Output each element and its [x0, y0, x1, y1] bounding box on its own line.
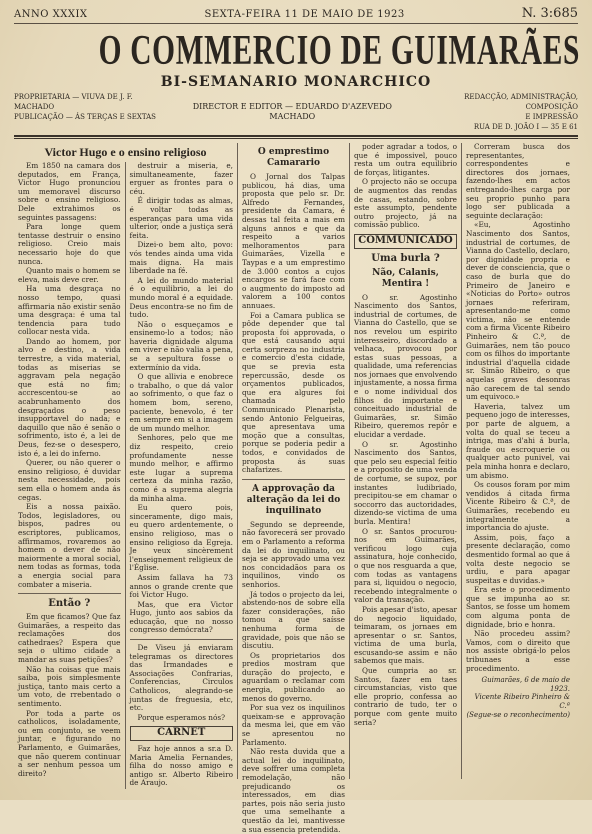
paragraph: Segundo se depreende, não favorecerá ser provado em o Parlamento a reforma da lei do inquilinato, ou seja se approvado uma vez nos concidadãos para os inquilinos, vindo os senhorios.: [242, 519, 345, 589]
year-label: ANNO XXXIX: [14, 9, 88, 20]
paragraph: «Eu, Agostinho Nascimento dos Santos, industrial de cortumes, de Vianna do Castello, declaro, por dignidade propria e dever de consciencia, que o caso de burla que do Primeiro de Janeiro e «Noticias do Porto» outros jornaes referiram, apresentando-me como victima, não se entende com a firma Vicente Ribeiro Pinheiro & C.ª, de Guimarães, nem tão pouco com os filhos do importante industrial d'aquella cidade sr. Simão Ribeiro, o que aquelas graves desonras não carecem de tal sendo um equivoco.»: [466, 220, 570, 402]
paragraph: A lei do mundo material é o equilibrio, a lei do mundo moral é a equidade. Deus encontra-se no fim de tudo.: [129, 275, 233, 320]
paragraph: Quanto mais o homem se eleva, mais deve crer.: [18, 266, 121, 284]
dateline: Guimarães, 6 de maio de 1923.: [481, 676, 570, 693]
paragraph: Não ha coisas que mais saiba, pois simplesmente justiça, tanto mais certo a um voto, de rrebentado o sentimento.: [18, 664, 121, 709]
paragraph: Dizei-o bem alto, povo: vós tendes ainda uma vida mais digna. Ha mais liberdade na fé.: [129, 240, 233, 276]
address-line: RUA DE D. JOÃO I — 35 E 61: [473, 123, 578, 131]
paragraph: O sr. Agostinho Nascimento dos Santos, que pelo seu especial feitio e a proposito de uma venda de cortume, se supoz, por instantes ludibriado, precipitou-se em chamar o soccorro das auctoridades, dizendo-se victima de uma burla. Mentira!: [354, 439, 457, 526]
paragraph: Assim fallava ha 73 annos o grande crente que foi Victor Hugo.: [129, 572, 233, 600]
paragraph: Os cousos foram por mim vendidos á citada firma Vicente Ribeiro & C.ª, de Guimarães, recebendo eu integralmente a importancia do ajuste.: [466, 480, 570, 533]
paragraph: O projecto não se occupa de augmentos das rendas de casas, estando, sobre este assumpto, pendente outro projecto, já na comissão publico.: [354, 177, 457, 230]
admin-line-1: REDACÇÃO, ADMINISTRAÇÃO, COMPOSIÇÃO: [464, 93, 578, 111]
article-heading-inquilinato: A approvação da alteração da lei do inquilinato: [246, 483, 341, 516]
column-1: [14, 162, 126, 789]
carnet-heading: CARNET: [130, 726, 234, 741]
paragraph: O Jornal dos Talpas publicou, há dias, uma proposta que pelo sr. Dr. Alfredo Fernandes, presidente da Camara, é dessas tal feita a mais em alguns annos e que da respeito a varios melhoramentos para Guimarães, Vizella e Taypas e a um emprestimo de 3.000 contos a cujos encargos se fará face com o augmento do imposto ad valorem a 100 contos annuaes.: [242, 172, 345, 310]
paragraph: Querer, ou não querer o ensino religioso, é duvidar nesta necessidade, pois sem ella o homem anda ás cegas.: [18, 458, 121, 502]
paragraph: Era este o procedimento que se impunha ao sr. Santos, se fosse um homem com alguma ponta de dignidade, brio e honra.: [466, 585, 570, 629]
paragraph: Foi a Camara publica se pôde depender que tal proposta foi approvada, o que está causando aqui certa sorpreza no industria e comercio d'esta cidade, que se previa esta repercussão, desde os orçamentos publicados, que era algures foi chamada pelo Communicado Plenarista, sendo Antonio Felgueiras, que apresentava uma moção que a consultas, porque se poderia pedir a todos, e convidados de proposta ás suas chafarizes.: [242, 310, 345, 475]
article-heading-burla: Uma burla ?: [371, 252, 440, 264]
column-2: [126, 162, 238, 789]
lead-article-columns: [14, 162, 237, 789]
paragraph: Não resta duvida que a actual lei do inquilinato, deve soffrer uma completa remodelação, não prejudicando os interessados, em dias partes, pois não seria justo que uma semelhante a questão da lei, mantivesse a sua essencia pretendida.: [242, 747, 345, 834]
divider: [130, 639, 234, 640]
paragraph: Faz hoje annos a sr.a D. Maria Amelia Fernandes, filha do nosso amigo e antigo sr. Alberto Ribeiro de Araujo.: [129, 744, 233, 788]
paragraph: Por toda a parte os catholicos, isoladamente, ou em conjunto, se veem juntar, e figurando no Parlamento, e Guimarães, que não querem continuar a ser nenhum pessoa um direito?: [18, 708, 121, 778]
paragraph: Mas, que era Victor Hugo, junto aos sabios da educação, que no nosso congresso demócrata?: [129, 599, 233, 635]
owner-line: PROPRIETARIA — VIUVA DE J. F. MACHADO: [14, 93, 133, 111]
paragraph: Assim, pois, faço a presente declaração, como desmentido formal ao que á volta deste negocio se urdiu, e para apagar suspeitas e duvidas.»: [466, 532, 570, 585]
masthead-title: O COMMERCIO DE GUIMARÃES: [98, 28, 581, 74]
paragraph: O que allivia e enobrece o trabalho, o que dá valor ao sofrimento, o que faz o homem bom, sereno, paciente, benevolo, é ter em sempre em si a imagem de um mundo melhor.: [129, 372, 233, 433]
paragraph: destruir a miseria, e, simultaneamente, fazer erguer as frontes para o céu.: [129, 161, 233, 196]
signature: Vicente Ribeiro Pinheiro & C.ª: [474, 693, 570, 710]
article-heading-entao: Então ?: [48, 598, 91, 610]
paragraph: Porque esperamos nós?: [137, 712, 226, 722]
paragraph: poder agradar a todos, o que é impossivel, pouco resta um outra equilibrio de forças, litigantes.: [354, 142, 457, 177]
article-subheading: Não, Calanis, Mentira !: [372, 267, 439, 289]
top-info-bar: [14, 6, 578, 24]
paragraph: Em que ficamos? Que faz Guimarães, a respeito das reclamações dos cathedraes? Espera que seja o ultimo cidade a mandar as suas petições?: [18, 612, 121, 665]
paragraph: Já todos o projecto da lei, abstendo-nos de sobre ella fazer considerações, não tomou a que saísse nenhuma forma de gravidade, pois que não se discutiu.: [242, 589, 345, 651]
lead-article-heading: Victor Hugo e o ensino religioso: [44, 145, 207, 159]
paragraph: Não o esqueçamos e ensinemo-lo a todos; não haveria dignidade alguma em viver e não valia a pena, se a sepultura fosse o extermínio da vida.: [129, 319, 233, 372]
paragraph: Para longe quem tentasse destruir o ensino religioso. Creio mais necessario hoje do que nunca.: [18, 222, 121, 266]
paragraph: Dando ao homem, por alvo e destino, a vida terrestre, a vida material, todas as miserias se aggravam pela negação que está no fim; accrescentou-se ao acabrunhamento dos desgraçados o peso insupportavel do nada; e daquillo que não é senão o sofrimento, isto é, a lei de Deus, fez-se o desespero, isto é, a lei do inferno.: [18, 336, 121, 458]
article-heading-emprestimo: O emprestimo Camarario: [257, 147, 330, 168]
paragraph: O sr. Santos procurou-nos em Guimarães, verificou logo cuja assinatura, hoje conhecido, o que nos resguarda a que, com todas as vantagens para si, liquidou o negocio, recebendo integralmente o valor da transação.: [354, 526, 457, 605]
publication-line: PUBLICAÇÃO — ÁS TERÇAS E SEXTAS: [14, 113, 156, 121]
paragraph: Senhores, pelo que me diz respeito, creio profundamente nesse mundo melhor, e affirmo este lugar a suprema certeza da minha razão, como é a suprema alegria da minha alma.: [129, 433, 233, 503]
paragraph: Por sua vez os inquilinos queixam-se e approvação da mesma lei, que em vão se apresentou no Parlamento.: [242, 703, 345, 747]
info-right: [413, 92, 578, 132]
column-4: [350, 143, 462, 779]
admin-line-2: E IMPRESSÃO: [525, 113, 578, 121]
issue-number: N. 3:685: [521, 6, 578, 21]
paragraph: Correram busca dos representantes, correspondentes e directores dos jornaes, fazendo-lhes em actos entregando-lhes carga por seu proprio punho para logo ser publicada a seguinte declaração:: [466, 142, 570, 220]
director-line: DIRECTOR E EDITOR — EDUARDO D'AZEVEDO MACHADO: [192, 102, 392, 121]
masthead-subtitle: BI-SEMANARIO MONARCHICO: [160, 74, 432, 90]
paragraph: Não procedeu assim? Vamos, com o direito que nos assiste obrigá-lo pelos tribunaes a esse procedimento.: [466, 629, 570, 673]
paragraph: Que cumpria ao sr. Santos, fazer em taes circumstancias, visto que elle proprio, confessa ao contrario de tudo, ter o porque com gente muito seria?: [354, 666, 457, 727]
column-3: [238, 143, 350, 834]
paragraph: Os proprietarios dos predios mostram que duração do projecto, e aguardam o reclamar com energia, publicando ao menos do governo.: [242, 650, 345, 703]
communicado-heading: COMMUNICADO: [354, 234, 457, 249]
paragraph: Ha uma desgraça no nosso tempo, quasi affirmaria não existir senão uma desgraça: é uma tal tendencia para tudo collocar nesta vida.: [18, 284, 121, 337]
masthead-rule: [14, 135, 578, 139]
paragraph: O sr. Agostinho Nascimento dos Santos, industrial de cortumes, de Vianna do Castello, que se nos revelou um espirito interesseiro, discordado a velhaca, provocou por estas suas pessoas, a qualidade, uma referencias nos jornaes que envolvendo injustamente, a nossa firma e o nome individual dos filhos do importante e conceituado industrial de Guimarães, sr. Simão Ribeiro, queremos repôr e elucidar a verdade.: [354, 292, 457, 440]
paragraph: Pois apesar d'isto, apesar do negocio liquidado, teimaram, os jornaes em apresentar o sr. Santos, victima de uma burla, escusando-se assim e não sabemos que mais.: [354, 604, 457, 666]
column-5: [462, 143, 574, 779]
publication-info: [14, 92, 578, 132]
divider: [242, 479, 345, 480]
paragraph: É dirigir todas as almas, é voltar todas as esperanças para uma vida ulterior, onde a justiça será feita.: [129, 196, 233, 240]
paragraph: De Viseu já enviaram telegramas os directores das Irmandades e Associações Confrarias, Conferencias, Circulos Catholicos, alegrando-se juntas de freguesia, etc, etc.: [129, 643, 233, 713]
paragraph: Eis a nossa paixão. Todos, legisladores, ou bispos, padres ou escriptores, publicamos, affirmamos, rovaremos ao homem o dever de não maiormente a moral social, nem todas as formas, toda a energia social para combater a miseria.: [18, 502, 121, 589]
paragraph: Eu quero pois, sinceramente, digo mais, eu quero ardentemente, o ensino religioso, mas o ensino religioso da Egreja. Je veux sincèrement l'enseignement religieux de l'Église.: [129, 503, 233, 573]
signature-note: (Segue-se o reconhecimento): [466, 710, 570, 719]
issue-date: SEXTA-FEIRA 11 DE MAIO DE 1923: [204, 9, 405, 20]
divider: [18, 593, 121, 594]
lead-article-block: [14, 143, 238, 788]
columns: [14, 142, 578, 834]
paragraph: Haveria, talvez um pequeno jogo de interesses, por parte de alguem, a volta do qual se teceu a intriga, mas d'ahi á burla, fraude ou escroquerie ou qualquer acto punivel, vai pela minha honra e declaro, um abismo.: [466, 401, 570, 480]
paragraph: Em 1850 na camara dos deputados, em França, Victor Hugo pronunciou um memoravel discurso sobre o ensino religioso. Dele extrahimos os seguintes passagens:: [18, 161, 121, 222]
info-left: [14, 92, 171, 132]
